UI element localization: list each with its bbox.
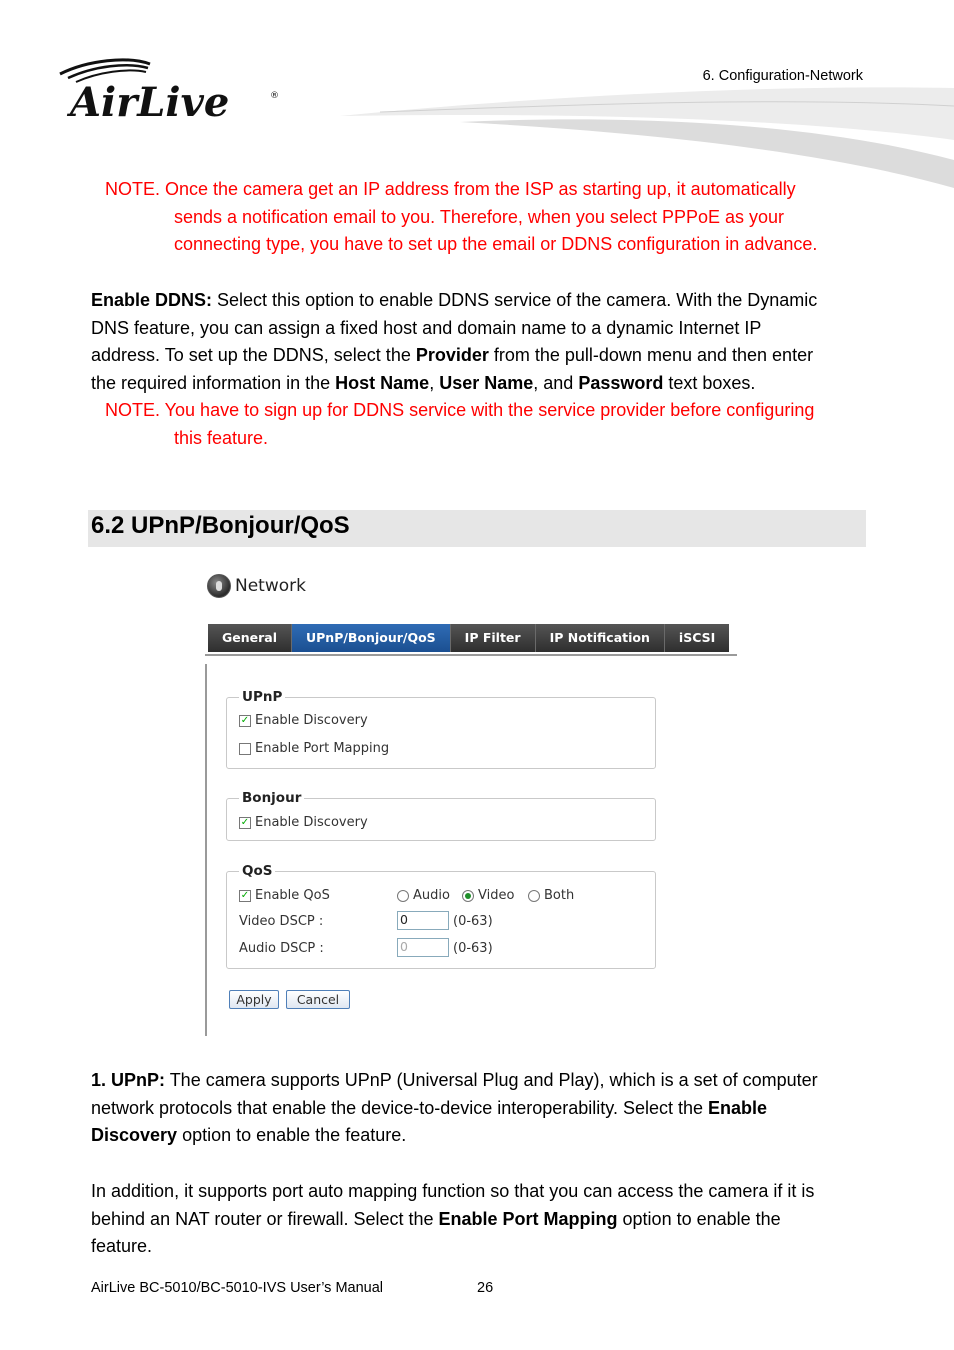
- video-dscp-range: (0-63): [453, 914, 493, 929]
- apply-button[interactable]: Apply: [229, 990, 279, 1009]
- content-left-border: [205, 664, 207, 1036]
- qos-legend: QoS: [239, 863, 275, 879]
- upnp-description: 1. UPnP: The camera supports UPnP (Universal Plug and Play), which is a set of computer network protocols that enable the device-to-device interoperability. Select the Enable Discovery option to enable the feature.: [91, 1070, 818, 1146]
- qos-enable-row: [239, 888, 330, 903]
- upnp-enable-discovery-label: Enable Discovery: [255, 713, 368, 728]
- qos-audio-radio[interactable]: [397, 890, 409, 902]
- tab-iscsi[interactable]: iSCSI: [665, 624, 729, 652]
- video-dscp-input[interactable]: 0: [397, 911, 449, 930]
- upnp-enable-port-mapping-checkbox[interactable]: [239, 743, 251, 755]
- bonjour-enable-discovery-row: [239, 815, 368, 830]
- upnp-enable-port-mapping-row: [239, 741, 389, 756]
- note-email: NOTE. Once the camera get an IP address from the ISP as starting up, it automatically sends a notification email to you. Therefore, when you select PPPoE as your connecting type, you have to set up the email or DDNS configuration in advance.: [105, 179, 818, 255]
- tab-ip-filter[interactable]: IP Filter: [451, 624, 536, 652]
- section-title: 6.2 UPnP/Bonjour/QoS: [91, 512, 350, 539]
- tab-upnp-bonjour-qos[interactable]: UPnP/Bonjour/QoS: [292, 624, 451, 652]
- upnp-fieldset: [226, 689, 656, 769]
- qos-both-option: Both: [528, 888, 574, 903]
- qos-fieldset: [226, 863, 656, 969]
- audio-dscp-range: (0-63): [453, 941, 493, 956]
- cancel-button[interactable]: Cancel: [286, 990, 350, 1009]
- airlive-logo: [58, 58, 288, 124]
- note-ddns: NOTE. You have to sign up for DDNS service with the service provider before configuring this feature.: [105, 400, 815, 448]
- upnp-enable-discovery-checkbox[interactable]: ✓: [240, 714, 250, 726]
- network-settings-screenshot: [200, 566, 740, 1040]
- video-dscp-label: Video DSCP :: [239, 914, 324, 929]
- tab-general[interactable]: General: [208, 624, 292, 652]
- network-tabs: [208, 624, 729, 652]
- svg-text:AirLive: AirLive: [70, 79, 230, 124]
- network-title: Network: [235, 576, 306, 596]
- section-heading-bar: [88, 510, 866, 547]
- qos-enable-label: Enable QoS: [255, 888, 330, 903]
- upnp-enable-port-mapping-label: Enable Port Mapping: [255, 741, 390, 756]
- qos-both-radio[interactable]: [528, 890, 540, 902]
- qos-audio-option: Audio: [397, 888, 450, 903]
- content-top-border: [205, 654, 737, 664]
- port-mapping-description: In addition, it supports port auto mapping function so that you can access the camera if it is behind an NAT router or firewall. Select the Enable Port Mapping option to enable the feature.: [91, 1181, 815, 1257]
- tab-ip-notification[interactable]: IP Notification: [536, 624, 665, 652]
- upnp-legend: UPnP: [239, 689, 285, 705]
- chapter-heading: 6. Configuration-Network: [702, 68, 863, 84]
- audio-dscp-input[interactable]: 0: [397, 938, 449, 957]
- qos-video-radio[interactable]: [462, 890, 474, 902]
- bonjour-enable-discovery-label: Enable Discovery: [255, 815, 368, 830]
- footer-manual-title: AirLive BC-5010/BC-5010-IVS User’s Manual: [91, 1280, 384, 1296]
- audio-dscp-label: Audio DSCP :: [239, 941, 324, 956]
- qos-enable-checkbox[interactable]: ✓: [240, 889, 250, 901]
- upnp-enable-discovery-row: [239, 713, 368, 728]
- footer-page-number: 26: [477, 1280, 494, 1296]
- network-header: [207, 574, 306, 598]
- network-icon: [207, 574, 231, 598]
- bonjour-enable-discovery-checkbox[interactable]: ✓: [240, 816, 250, 828]
- bonjour-fieldset: [226, 790, 656, 841]
- bonjour-legend: Bonjour: [239, 790, 304, 806]
- svg-text:®: ®: [270, 91, 279, 101]
- ddns-paragraph: Enable DDNS: Select this option to enable DDNS service of the camera. With the Dynamic DNS feature, you can assign a fixed host and domain name to a dynamic Internet IP address. To set up the DDNS, select the Provider from the pull-down menu and then enter the required information in the Host Name, User Name, and Password text boxes.: [91, 290, 818, 393]
- qos-video-option: Video: [462, 888, 514, 903]
